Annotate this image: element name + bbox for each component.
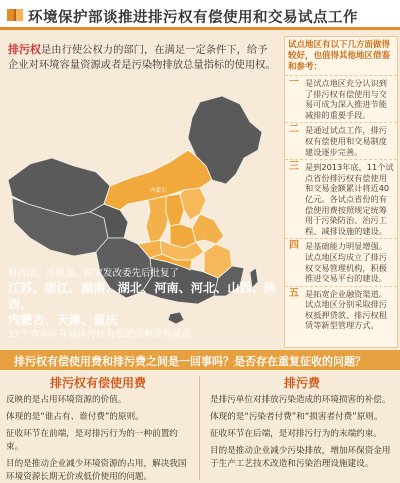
- step-number: 四: [289, 240, 299, 252]
- page-title: 环境保护部谈推进排污权有偿使用和交易试点工作: [28, 10, 358, 26]
- map-pilot-jiangsu: [192, 214, 224, 244]
- step-number: 一: [289, 77, 299, 88]
- panel-heading: 试点地区有以下几方面做得较好，也值得其他地区借鉴和参考：: [288, 40, 391, 72]
- column-item: 征收环节在前端，是对排污行为的一种前置约束。: [6, 429, 178, 452]
- step-item: [285, 159, 397, 238]
- step-item: [285, 286, 397, 333]
- intro-term: 排污权: [8, 43, 41, 56]
- step-item: [285, 238, 397, 285]
- column-title: 排污费: [283, 376, 320, 390]
- step-number: 三: [289, 161, 299, 173]
- step-number: 二: [289, 124, 299, 136]
- fee-column-usage: [0, 374, 196, 483]
- step-text: 是拓宽企业融资渠道。试点地区分别采取排污权抵押贷款、排污权租赁等新型管理方式。: [305, 288, 387, 331]
- step-item: [285, 122, 397, 159]
- step-number: 五: [289, 287, 299, 299]
- fee-column-discharge: [204, 374, 400, 483]
- step-text: 是基础能力明显增强。试点地区均成立了排污权交易管理机构，积极推进交易平台的建设。: [305, 241, 387, 284]
- map-label: 内蒙古: [150, 188, 167, 194]
- intro-definition: 是由行使公权力的部门，在满足一定条件下，给予企业对环境容量资源或者是污染物排放总量指标的使用权。: [8, 44, 276, 71]
- question-banner: [0, 350, 400, 370]
- column-item: 征收环节在后端，是对排污行为的末端约束。: [210, 429, 382, 439]
- column-divider: [199, 376, 200, 480]
- callout-lead: 财政部、环保部、国家发改委先后批复了: [8, 268, 180, 279]
- column-item: 体现的是“污染者付费”和“损害者付费”原则。: [210, 412, 383, 422]
- column-item: 目的是推动企业减少污染排放，增加环保资金用于生产工艺技术改造和污染治理设施建设。: [210, 446, 391, 469]
- column-item: 目的是推动企业减少环境资源的占用，解决我国环境资源长期无价或低价使用的问题。: [6, 459, 187, 482]
- step-text: 是到2013年底，11个试点省份排污权有偿使用和交易金额累计将近40亿元。各试点省份的有偿使用费按照规定统筹用于污染防治、治污工程、减排设施的建设。: [305, 162, 394, 236]
- pilot-callout: [8, 268, 286, 341]
- step-text: 是试点地区充分认识到了排污权有偿使用与交易可成为深入推进节能减排的重要手段。: [305, 78, 387, 120]
- column-title: 排污权有偿使用费: [49, 376, 146, 390]
- callout-note: 11个省市区开展排污权有偿使用和交易试点。: [8, 329, 201, 340]
- callout-provinces-line2: 内蒙古、天津、重庆: [8, 313, 118, 327]
- intro-text: [8, 42, 276, 73]
- column-item: 是排污单位对排放污染造成的环境损害的补偿。: [210, 395, 391, 405]
- column-item: 体现的是“谁占有、谁付费”的原则。: [6, 412, 144, 422]
- step-text: 是通过试点工作，排污权有偿使用和交易制度建设逐步完善。: [305, 125, 387, 157]
- step-item: [285, 75, 397, 122]
- column-item: 反映的是占用环境资源的价值。: [6, 395, 127, 405]
- pilot-experience-panel: [284, 36, 398, 348]
- callout-provinces-line1: 江苏、浙江、湖南、湖北、河南、河北、山西、陕西、: [8, 281, 277, 311]
- book-icon: [6, 6, 24, 24]
- title-bar: [0, 0, 400, 30]
- banner-text: 排污权有偿使用费和排污费之间是一回事吗？是否存在重复征收的问题？: [14, 355, 366, 368]
